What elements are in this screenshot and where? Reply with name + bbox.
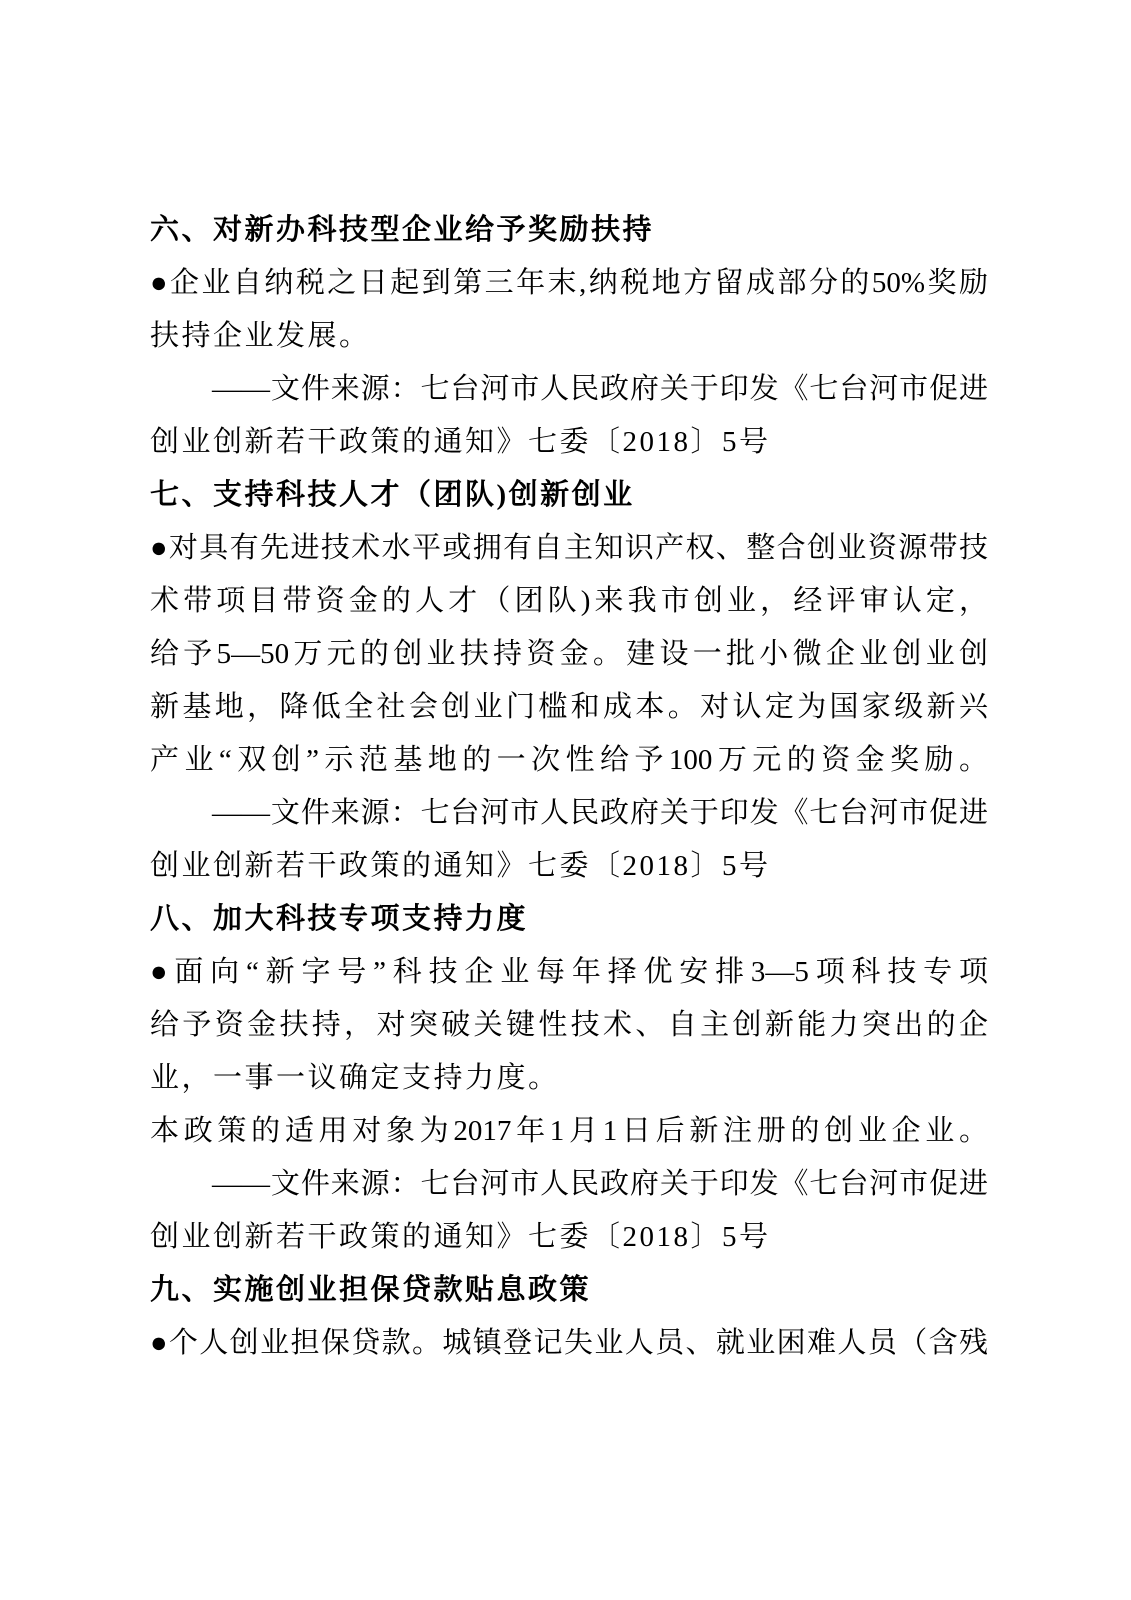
section-eight-heading: 八、加大科技专项支持力度 xyxy=(150,903,529,935)
source-citation-line: 创业创新若干政策的通知》七委〔2018〕5号 xyxy=(150,426,771,458)
source-citation-line: ——文件来源：七台河市人民政府关于印发《七台河市促进 xyxy=(212,373,988,405)
body-line: 产业“双创”示范基地的一次性给予100万元的资金奖励。 xyxy=(150,744,988,776)
source-citation-line: 创业创新若干政策的通知》七委〔2018〕5号 xyxy=(150,1221,771,1253)
source-citation-line: 创业创新若干政策的通知》七委〔2018〕5号 xyxy=(150,850,771,882)
source-citation-line: ——文件来源：七台河市人民政府关于印发《七台河市促进 xyxy=(212,797,988,829)
body-line: ●面向“新字号”科技企业每年择优安排3—5项科技专项 xyxy=(150,956,988,988)
body-line: ●对具有先进技术水平或拥有自主知识产权、整合创业资源带技 xyxy=(150,532,988,564)
body-line: ●个人创业担保贷款。城镇登记失业人员、就业困难人员（含残 xyxy=(150,1327,988,1359)
section-seven-heading: 七、支持科技人才（团队)创新创业 xyxy=(150,479,635,511)
body-line: 本政策的适用对象为2017年1月1日后新注册的创业企业。 xyxy=(150,1115,988,1147)
body-line: 给予5—50万元的创业扶持资金。建设一批小微企业创业创 xyxy=(150,638,988,670)
document-text-block xyxy=(150,204,988,1370)
source-citation-line: ——文件来源：七台河市人民政府关于印发《七台河市促进 xyxy=(212,1168,988,1200)
body-line: 业，一事一议确定支持力度。 xyxy=(150,1062,560,1094)
section-nine-heading: 九、实施创业担保贷款贴息政策 xyxy=(150,1274,592,1306)
section-six-heading: 六、对新办科技型企业给予奖励扶持 xyxy=(150,214,655,246)
body-line: 术带项目带资金的人才（团队)来我市创业，经评审认定， xyxy=(150,585,988,617)
body-line: 给予资金扶持，对突破关键性技术、自主创新能力突出的企 xyxy=(150,1009,988,1041)
body-line: ●企业自纳税之日起到第三年末,纳税地方留成部分的50%奖励 xyxy=(150,267,988,299)
body-line: 新基地，降低全社会创业门槛和成本。对认定为国家级新兴 xyxy=(150,691,988,723)
body-line: 扶持企业发展。 xyxy=(150,320,371,352)
